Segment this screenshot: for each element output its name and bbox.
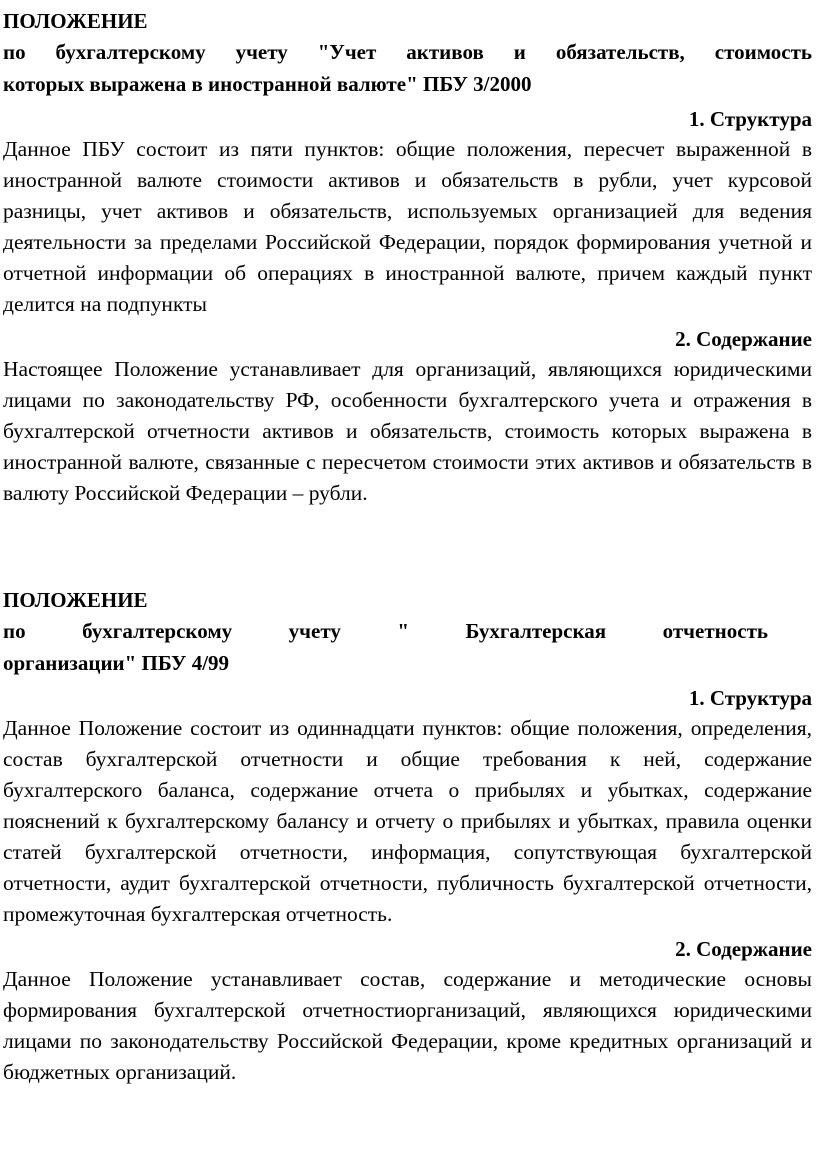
- pbu-3-2000-section: [3, 6, 812, 509]
- section-title-line-2: которых выражена в иностранной валюте" ПБУ 3/2000: [3, 72, 532, 96]
- title-word: бухгалтерскому: [82, 619, 233, 643]
- section-title-line-1: [3, 615, 812, 647]
- title-word: Бухгалтерская: [465, 619, 607, 643]
- structure-paragraph: Данное Положение состоит из одиннадцати пунктов: общие положения, определения, состав бухгалтерской отчетности и общие требования к ней, содержание бухгалтерского баланса, содержание отчета о прибылях и убытках, содержание пояснений к бухгалтерскому балансу и отчету о прибылях и убытках, правила оценки статей бухгалтерской отчетности, информация, сопутствующая бухгалтерской отчетности, аудит бухгалтерской отчетности, публичность бухгалтерской отчетности, промежуточная бухгалтерская отчетность.: [3, 716, 812, 926]
- content-paragraph: Настоящее Положение устанавливает для организаций, являющихся юридическими лицами по законодательству РФ, особенности бухгалтерского учета и отражения в бухгалтерской отчетности активов и обязательств, стоимость которых выражена в иностранной валюте, связанные с пересчетом стоимости этих активов и обязательств в валюту Российской Федерации – рубли.: [3, 357, 812, 505]
- section-spacer: [3, 509, 812, 585]
- section-title-line-1: по бухгалтерскому учету "Учет активов и обязательств, стоимость: [3, 40, 812, 64]
- section-title-line-2: организации" ПБУ 4/99: [3, 651, 230, 675]
- section-label: ПОЛОЖЕНИЕ: [3, 588, 148, 612]
- title-word: ": [397, 619, 410, 643]
- content-paragraph: Данное Положение устанавливает состав, содержание и методические основы формирования бухгалтерской отчетностиорганизаций, являющихся юридическими лицами по законодательству Российской Федерации, кроме кредитных организаций и бюджетных организаций.: [3, 967, 812, 1084]
- title-word: отчетность: [662, 619, 768, 643]
- structure-paragraph: Данное ПБУ состоит из пяти пунктов: общие положения, пересчет выраженной в иностранной валюте стоимости активов и обязательств в рубли, учет курсовой разницы, учет активов и обязательств, используемых организацией для ведения деятельности за пределами Российской Федерации, порядок формирования учетной и отчетной информации об операциях в иностранной валюте, причем каждый пункт делится на подпункты: [3, 137, 812, 316]
- pbu-4-99-section: [3, 585, 812, 1088]
- content-heading: 2. Содержание: [675, 327, 812, 351]
- structure-heading: 1. Структура: [688, 107, 812, 131]
- structure-heading: 1. Структура: [688, 686, 812, 710]
- content-heading: 2. Содержание: [675, 937, 812, 961]
- title-word: по: [3, 619, 26, 643]
- section-label: ПОЛОЖЕНИЕ: [3, 9, 148, 33]
- title-word: учету: [288, 619, 341, 643]
